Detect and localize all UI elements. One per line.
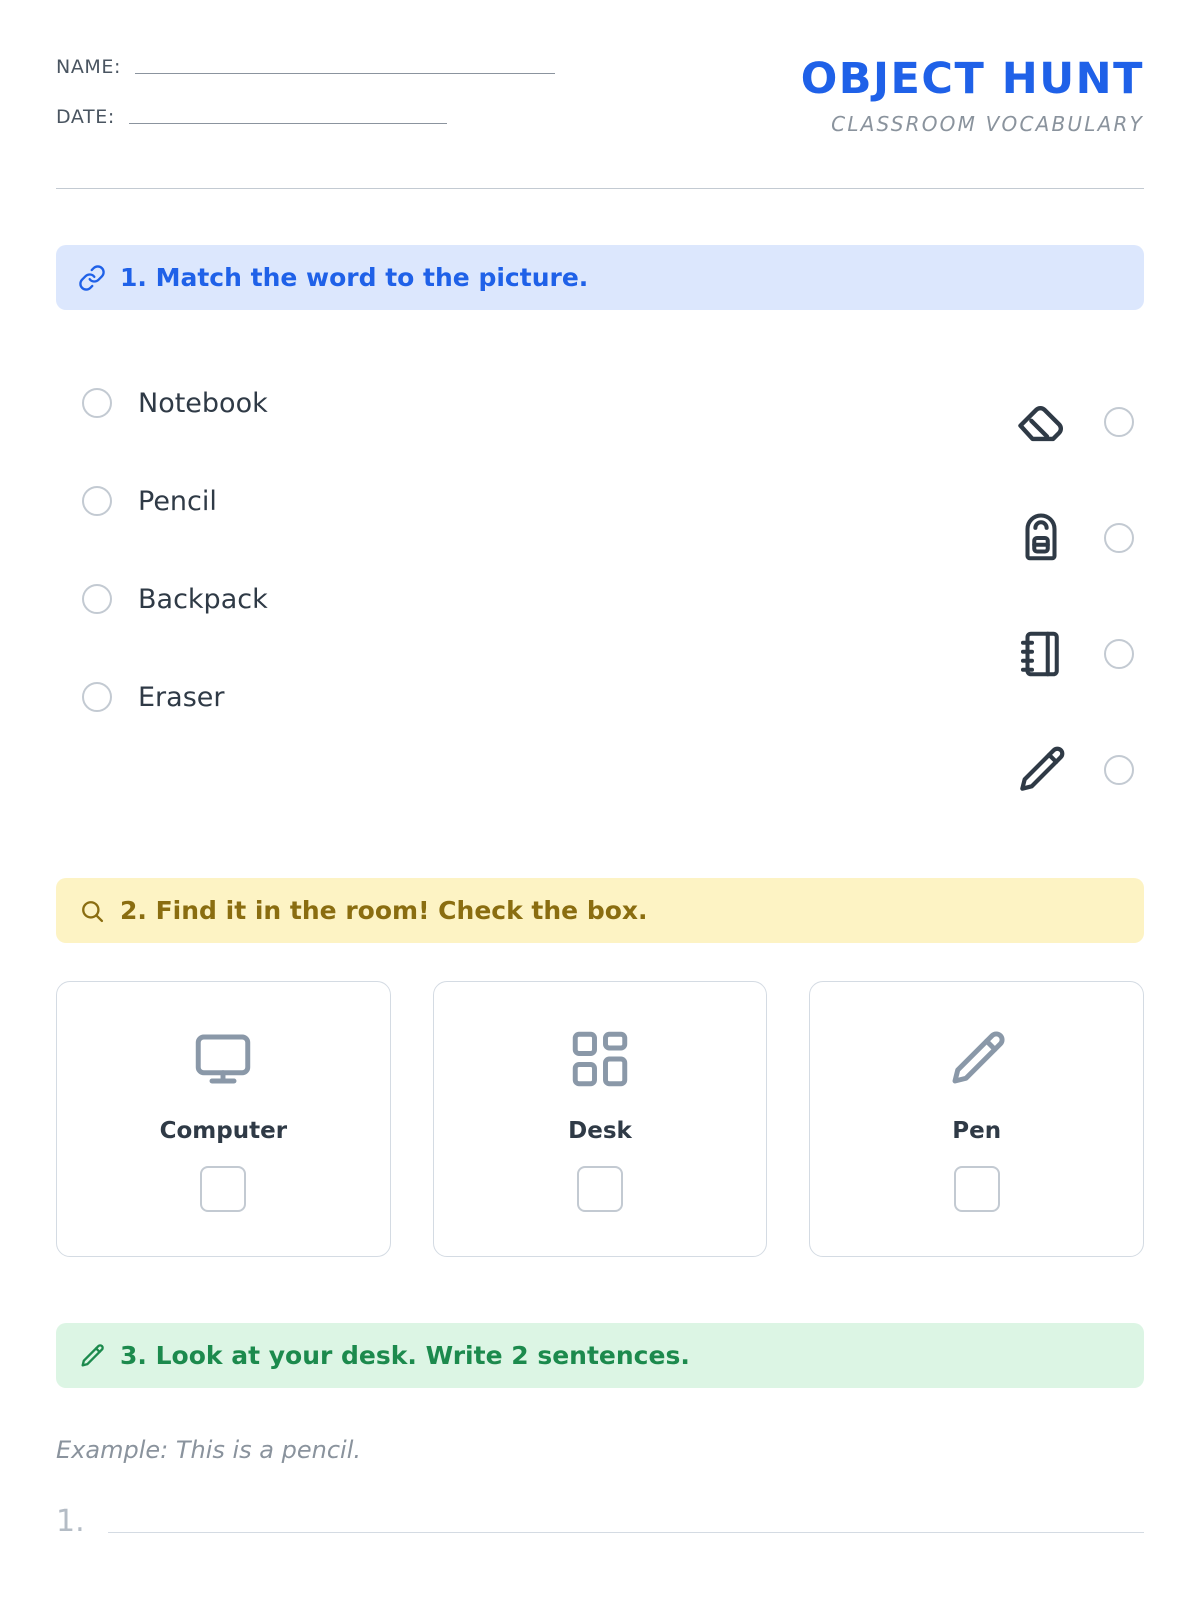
section-2-banner <box>56 878 1144 943</box>
match-word-row[interactable] <box>82 354 268 452</box>
match-pictures-column <box>1010 364 1134 828</box>
match-bubble[interactable] <box>82 486 112 516</box>
find-item-checkbox[interactable] <box>954 1166 1000 1212</box>
worksheet-header <box>56 46 1144 156</box>
search-icon <box>78 897 106 925</box>
name-label: NAME: <box>56 56 122 78</box>
pen-icon <box>944 1026 1010 1096</box>
find-item-label: Computer <box>159 1118 288 1144</box>
section-2-heading: 2. Find it in the room! Check the box. <box>120 896 648 925</box>
find-item-card[interactable] <box>56 981 391 1257</box>
match-bubble[interactable] <box>82 388 112 418</box>
match-word-label: Backpack <box>138 583 268 615</box>
header-divider <box>56 188 1144 189</box>
answer-row[interactable] <box>56 1504 1144 1539</box>
match-picture-row[interactable] <box>1010 712 1134 828</box>
pencil-icon <box>1010 742 1072 798</box>
match-bubble[interactable] <box>1104 755 1134 785</box>
find-item-checkbox[interactable] <box>200 1166 246 1212</box>
notebook-icon <box>1010 627 1072 681</box>
answer-write-line[interactable] <box>108 1531 1144 1533</box>
match-word-row[interactable] <box>82 648 268 746</box>
worksheet-branding <box>801 46 1144 136</box>
date-input-line[interactable] <box>129 122 447 124</box>
desk-icon <box>567 1026 633 1096</box>
find-item-label: Desk <box>568 1118 632 1144</box>
match-word-row[interactable] <box>82 550 268 648</box>
section-1-banner <box>56 245 1144 310</box>
pencil-write-icon <box>78 1342 106 1370</box>
match-picture-row[interactable] <box>1010 364 1134 480</box>
link-icon <box>78 264 106 292</box>
match-picture-row[interactable] <box>1010 480 1134 596</box>
student-fields <box>56 46 555 156</box>
find-item-label: Pen <box>952 1118 1002 1144</box>
match-word-label: Pencil <box>138 485 217 517</box>
match-word-label: Notebook <box>138 387 268 419</box>
answer-number: 1. <box>56 1504 85 1539</box>
match-bubble[interactable] <box>1104 639 1134 669</box>
find-item-card[interactable] <box>809 981 1144 1257</box>
match-bubble[interactable] <box>1104 407 1134 437</box>
section-3-example: Example: This is a pencil. <box>56 1436 362 1464</box>
match-picture-row[interactable] <box>1010 596 1134 712</box>
eraser-icon <box>1010 393 1072 451</box>
match-word-label: Eraser <box>138 681 225 713</box>
computer-icon <box>190 1026 256 1096</box>
match-words-column <box>82 354 268 746</box>
find-item-checkbox[interactable] <box>577 1166 623 1212</box>
match-bubble[interactable] <box>82 584 112 614</box>
name-field-row <box>56 56 555 78</box>
find-it-cards <box>56 981 1144 1257</box>
match-word-row[interactable] <box>82 452 268 550</box>
date-field-row <box>56 106 555 128</box>
section-1-heading: 1. Match the word to the picture. <box>120 263 589 292</box>
page-subtitle: CLASSROOM VOCABULARY <box>831 112 1144 136</box>
match-bubble[interactable] <box>1104 523 1134 553</box>
date-label: DATE: <box>56 106 115 128</box>
page-title: OBJECT HUNT <box>800 54 1144 104</box>
section-3-banner <box>56 1323 1144 1388</box>
section-1-match-area <box>56 354 1144 784</box>
backpack-icon <box>1010 511 1072 565</box>
match-bubble[interactable] <box>82 682 112 712</box>
section-3-heading: 3. Look at your desk. Write 2 sentences. <box>120 1341 690 1370</box>
name-input-line[interactable] <box>135 72 555 74</box>
find-item-card[interactable] <box>433 981 768 1257</box>
